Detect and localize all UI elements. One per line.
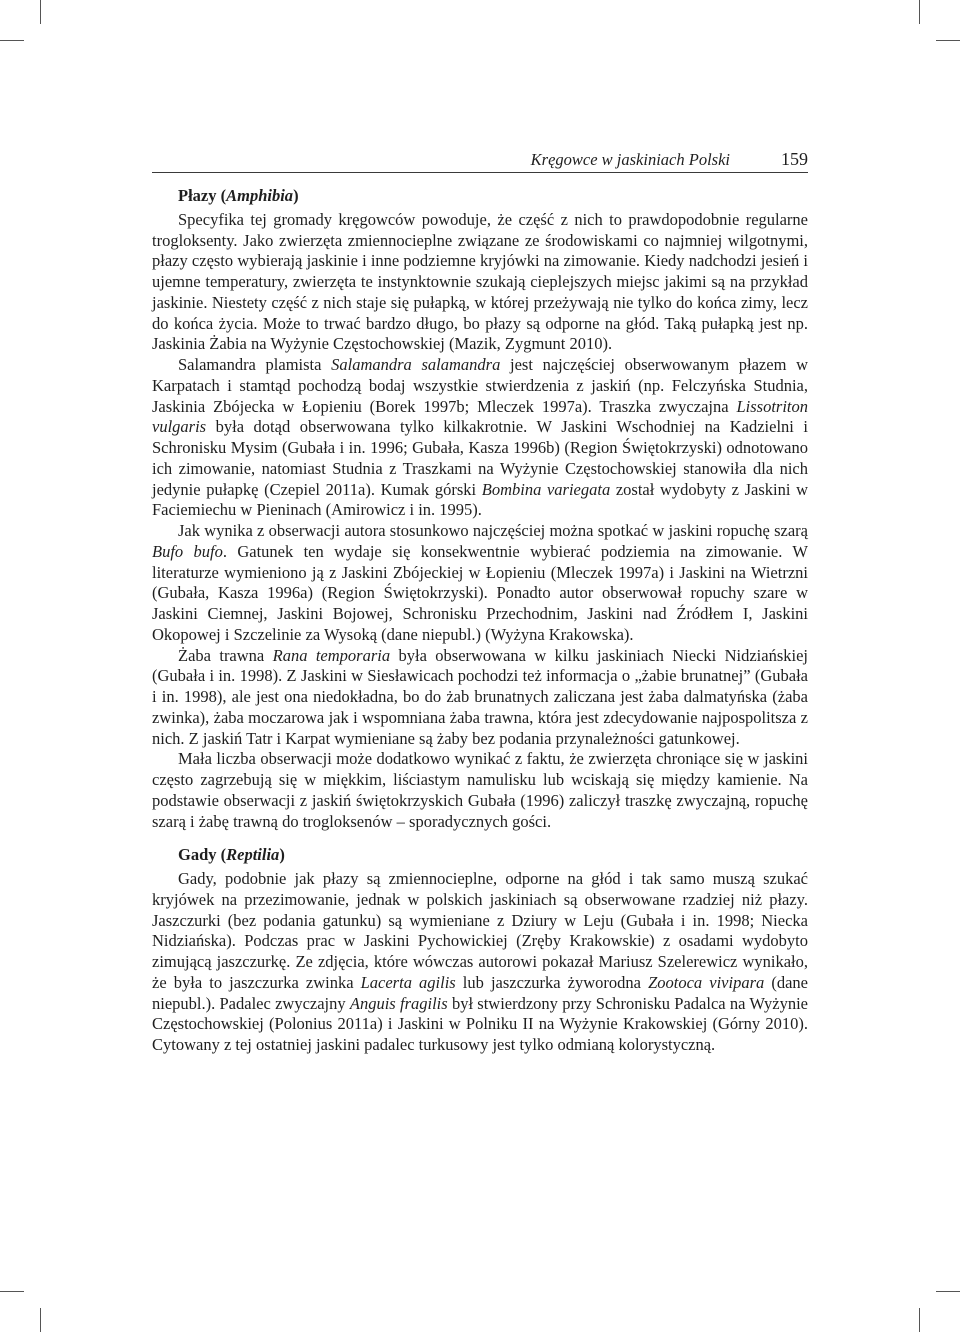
crop-mark bbox=[936, 40, 960, 41]
paragraph: Żaba trawna Rana temporaria była obserwowana w kilku jaskiniach Niecki Nidziańskiej (Gubała i in. 1998). Z Jaskini w Siesławicach pochodzi też informacja o „żabie brunatnej” (Gubała i in. 1998), ale jest ona niedokładna, bo do żab brunatnych zaliczana jest żaba dalmatyńska (żaba zwinka), żaba moczarowa jak i wspomniana żaba trawna, która jest zdecydowanie najpospolitsza z nich. Z jaskiń Tatr i Karpat wymieniane są żaby bez podania przynależności gatunkowej. bbox=[152, 645, 808, 748]
paragraph: Salamandra plamista Salamandra salamandra jest najczęściej obserwowanym płazem w Karpatach i stamtąd pochodzą bodaj wszystkie stwierdzenia z jaskiń (np. Felczyńska Studnia, Jaskinia Zbójecka w Łopieniu (Borek 1997b; Mleczek 1997a). Traszka zwyczajna Lissotriton vulgaris była dotąd obserwowana tylko kilkakrotnie. W Jaskini Wschodniej na Kadzielni i Schronisku Mysim (Gubała i in. 1996; Gubała, Kasza 1996b) (Region Świętokrzyski) odnotowano ich zimowanie, natomiast Studnia z Traszkami na Wyżynie Częstochowskiej stanowiła dla nich jedynie pułapkę (Czepiel 2011a). Kumak górski Bombina variegata został wydobyty z Jaskini w Faciemiechu w Pieninach (Amirowicz i in. 1995). bbox=[152, 355, 808, 520]
crop-mark bbox=[0, 40, 24, 41]
paragraph: Gady, podobnie jak płazy są zmiennocieplne, odporne na głód i tak samo muszą szukać kryjówek na przezimowanie, jednak w polskich jaskiniach są obserwowane rzadziej niż płazy. Jaszczurki (bez podania gatunku) są wymieniane z Dziury w Leju (Gubała i in. 1998; Niecka Nidziańska). Podczas prac w Jaskini Pychowickiej (Zręby Krakowskie) z osadami wydobyto zimującą jaszczurkę. Ze zdjęcia, które wówczas autorowi pokazał Mariusz Szelerewicz wynikało, że była to jaszczurka zwinka Lacerta agilis lub jaszczurka żyworodna Zootoca vivipara (dane niepubl.). Padalec zwyczajny Anguis fragilis był stwierdzony przy Schronisku Padalca na Wyżynie Częstochowskiej (Polonius 2011a) i Jaskini w Polniku II na Wyżynie Krakowskiej (Górny 2010). Cytowany z tej ostatniej jaskini padalec turkusowy jest tylko odmianą kolorystyczną. bbox=[152, 869, 808, 1054]
paragraph: Specyfika tej gromady kręgowców powoduje, że część z nich to prawdopodobnie regularne trogloksenty. Jako zwierzęta zmiennocieplne związane ze środowiskami co najmniej wilgotnymi, płazy często wybierają jaskinie i inne podziemne kryjówki na zimowanie. Kiedy nadchodzi jesień i ujemne temperatury, zwierzęta te instynktownie szukają cieplejszych miejsc jakimi są na przykład jaskinie. Niestety część z nich staje się pułapką, w której przeżywają nie tylko do końca zimy, lecz do końca życia. Może to trwać bardzo długo, bo płazy są odporne na głód. Taką pułapką jest np. Jaskinia Żabia na Wyżynie Częstochowskiej (Mazik, Zygmunt 2010). bbox=[152, 209, 808, 354]
body-text bbox=[152, 184, 808, 1056]
crop-mark bbox=[919, 1308, 920, 1332]
section-heading-reptilia: Gady (Reptilia) bbox=[178, 845, 285, 865]
crop-mark bbox=[40, 1308, 41, 1332]
crop-mark bbox=[0, 1291, 24, 1292]
crop-mark bbox=[40, 0, 41, 24]
paragraph: Jak wynika z obserwacji autora stosunkowo najczęściej można spotkać w jaskini ropuchę szarą Bufo bufo. Gatunek ten wydaje się konsekwentnie wybierać podziemia na zimowanie. W literaturze wymieniono ją z Jaskini Zbójeckiej w Łopieniu (Mleczek 1997a) i Jaskini na Wietrzni (Gubała, Kasza 1996a) (Region Świętokrzyski). Ponadto autor obserwował ropuchy szare w Jaskini Ciemnej, Jaskini Bojowej, Schronisku Przechodnim, Jaskini nad Źródłem I, Jaskini Okopowej i Szczelinie za Wysoką (dane niepubl.) (Wyżyna Krakowska). bbox=[152, 521, 809, 644]
running-title: Kręgowce w jaskiniach Polski bbox=[530, 150, 730, 169]
page-number: 159 bbox=[781, 149, 808, 169]
crop-mark bbox=[919, 0, 920, 24]
running-header bbox=[152, 148, 808, 173]
crop-mark bbox=[936, 1291, 960, 1292]
paragraph: Mała liczba obserwacji może dodatkowo wynikać z faktu, że zwierzęta chroniące się w jaskini często zagrzebują się w miękkim, liściastym namulisku lub wciskają się między kamienie. Na podstawie obserwacji z jaskiń świętokrzyskich Gubała (1996) zaliczył traszkę zwyczajną, ropuchę szarą i żabę trawną do trogloksenów – sporadycznych gości. bbox=[152, 749, 808, 831]
section-heading-amphibia: Płazy (Amphibia) bbox=[178, 186, 299, 205]
